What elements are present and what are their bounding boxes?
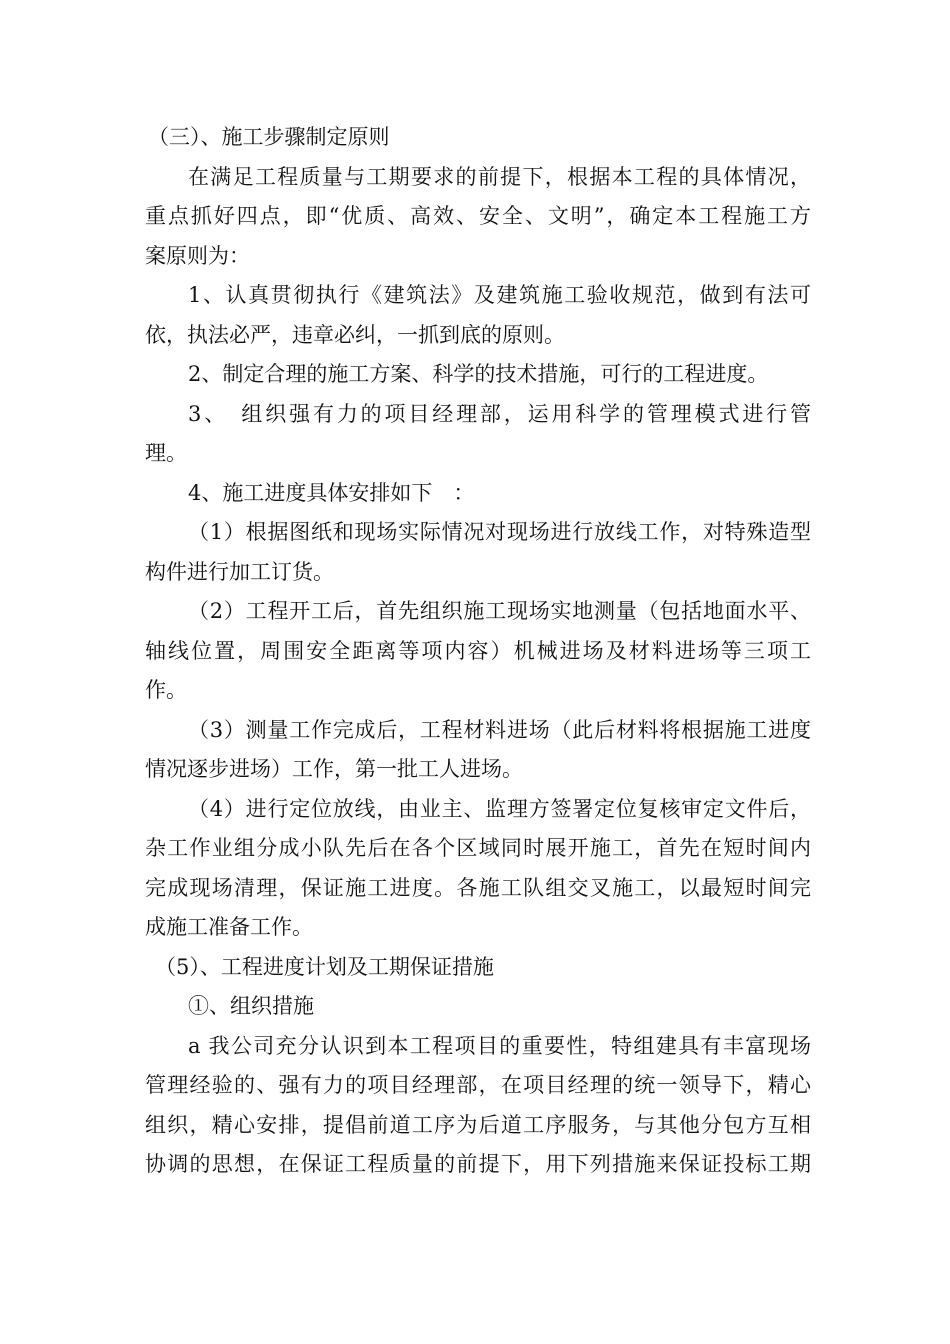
sub-item-line: 构件进行加工订货。 [145, 559, 334, 584]
sub-item-line: 作。 [145, 678, 187, 702]
list-item-line: 2、制定合理的施工方案、科学的技术措施，可行的工程进度。 [188, 362, 769, 386]
sub-item-line: 轴线位置，周围安全距离等项内容）机械进场及材料进场等三项工 [145, 638, 811, 663]
sub-item-line: （3）测量工作完成后，工程材料进场（此后材料将根据施工进度 [188, 717, 811, 742]
paragraph-line: a 我公司充分认识到本工程项目的重要性，特组建具有丰富现场 [188, 1033, 811, 1058]
sub-item-line: （2）工程开工后，首先组织施工现场实地测量（包括地面水平、 [188, 599, 811, 623]
paragraph-line: 在满足工程质量与工期要求的前提下，根据本工程的具体情况， [188, 164, 811, 189]
sub-item-line: 完成现场清理，保证施工进度。各施工队组交叉施工，以最短时间完 [145, 875, 811, 900]
sub-item-line: （1）根据图纸和现场实际情况对现场进行放线工作，对特殊造型 [188, 520, 811, 544]
paragraph-line: 组织，精心安排，提倡前道工序为后道工序服务，与其他分包方互相 [145, 1112, 811, 1137]
list-item-line: 依，执法必严，违章必纠，一抓到底的原则。 [145, 322, 565, 347]
paragraph-line: 案原则为： [145, 243, 250, 268]
subsection-heading: （5）、工程进度计划及工期保证措施 [155, 954, 494, 979]
paragraph-line: 管理经验的、强有力的项目经理部，在项目经理的统一领导下，精心 [145, 1073, 811, 1097]
sub-item-line: 情况逐步进场）工作，第一批工人进场。 [145, 757, 523, 781]
sub-item-line: （4）进行定位放线，由业主、监理方签署定位复核审定文件后， [188, 796, 811, 821]
list-item-line: 理。 [145, 441, 187, 465]
section-heading: （三）、施工步骤制定原则 [148, 125, 390, 149]
list-item-line: 1、认真贯彻执行《建筑法》及建筑施工验收规范，做到有法可 [188, 283, 811, 307]
sub-item-line: 杂工作业组分成小队先后在各个区域同时展开施工，首先在短时间内 [145, 836, 811, 860]
list-item-line: 4、施工进度具体安排如下 ： [188, 480, 475, 505]
sub-item-line: 成施工准备工作。 [145, 915, 313, 939]
paragraph-line: 协调的思想，在保证工程质量的前提下，用下列措施来保证投标工期 [145, 1152, 811, 1176]
list-item-line: 3、 组织强有力的项目经理部，运用科学的管理模式进行管 [188, 401, 811, 426]
subsection-heading: ①、组织措施 [188, 994, 314, 1018]
paragraph-line: 重点抓好四点，即“优质、高效、安全、文明”，确定本工程施工方 [145, 204, 811, 228]
document-body [145, 118, 811, 1185]
